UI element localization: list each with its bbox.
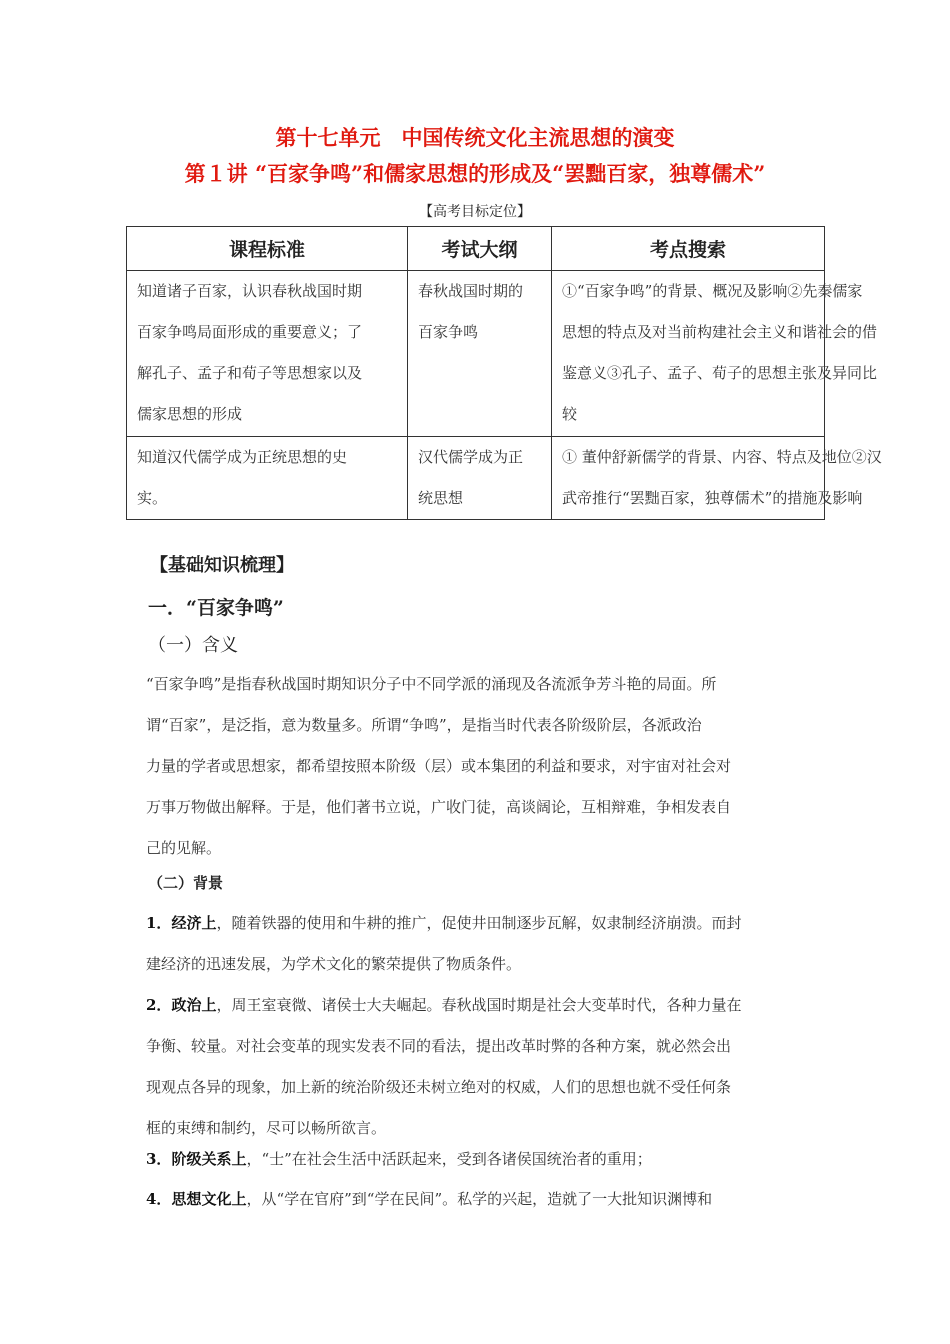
table-cell-outline: 春秋战国时期的 百家争鸣 — [408, 271, 552, 437]
part-heading: 一．“百家争鸣” — [148, 597, 284, 619]
lesson-title: 第１讲 “百家争鸣”和儒家思想的形成及“罢黜百家，独尊儒术” — [184, 161, 766, 186]
table-header-row — [127, 227, 825, 271]
table-cell-standard: 知道诸子百家，认识春秋战国时期 百家争鸣局面形成的重要意义；了 解孔子、孟子和荀子等思想家以及 儒家思想的形成 — [127, 271, 408, 437]
table-cell-points: ①“百家争鸣”的背景、概况及影响②先秦儒家 思想的特点及对当前构建社会主义和谐社会的借 鉴意义③孔子、孟子、荀子的思想主张及异同比 较 — [552, 271, 825, 437]
background-item-1: 1．经济上，随着铁器的使用和牛耕的推广，促使井田制逐步瓦解，奴隶制经济崩溃。而封 建经济的迅速发展，为学术文化的繁荣提供了物质条件。 — [146, 914, 742, 973]
table-row — [127, 437, 825, 520]
table-row — [127, 271, 825, 437]
subheading-background: （二）背景 — [148, 874, 224, 892]
background-item-3: 3．阶级关系上，“士”在社会生活中活跃起来，受到各诸侯国统治者的重用； — [146, 1150, 652, 1168]
subheading-meaning: （一）含义 — [148, 635, 238, 656]
column-header: 考点搜索 — [552, 227, 825, 271]
column-header: 考试大纲 — [408, 227, 552, 271]
unit-title: 第十七单元 中国传统文化主流思想的演变 — [275, 125, 675, 150]
table-cell-outline: 汉代儒学成为正 统思想 — [408, 437, 552, 520]
target-label: 【高考目标定位】 — [419, 204, 531, 220]
section-heading: 【基础知识梳理】 — [150, 555, 294, 576]
meaning-paragraph: “百家争鸣”是指春秋战国时期知识分子中不同学派的涌现及各流派争芳斗艳的局面。所 谓“百家”，是泛指，意为数量多。所谓“争鸣”，是指当时代表各阶级阶层，各派政治 力量的学者或思想家，都希望按照本阶级（层）或本集团的利益和要求，对宇宙对社会对 万事万物做出解释。于是，他们著书立说，广收门徒，高谈阔论，互相辩难，争相发表自 己的见解。 — [146, 675, 732, 857]
table-cell-standard: 知道汉代儒学成为正统思想的史 实。 — [127, 437, 408, 520]
table-cell-points: ① 董仲舒新儒学的背景、内容、特点及地位②汉 武帝推行“罢黜百家，独尊儒术”的措施及影响 — [552, 437, 825, 520]
column-header: 课程标准 — [127, 227, 408, 271]
background-item-2: 2．政治上，周王室衰微、诸侯士大夫崛起。春秋战国时期是社会大变革时代，各种力量在 争衡、较量。对社会变革的现实发表不同的看法，提出改革时弊的各种方案，就必然会出 现观点各异的现象，加上新的统治阶级还未树立绝对的权威，人们的思想也就不受任何条 框的束缚和制约，尽可以畅所欲言。 — [146, 996, 742, 1137]
background-item-4: 4．思想文化上，从“学在官府”到“学在民间”。私学的兴起，造就了一大批知识渊博和 — [146, 1190, 713, 1208]
curriculum-table — [126, 226, 882, 520]
